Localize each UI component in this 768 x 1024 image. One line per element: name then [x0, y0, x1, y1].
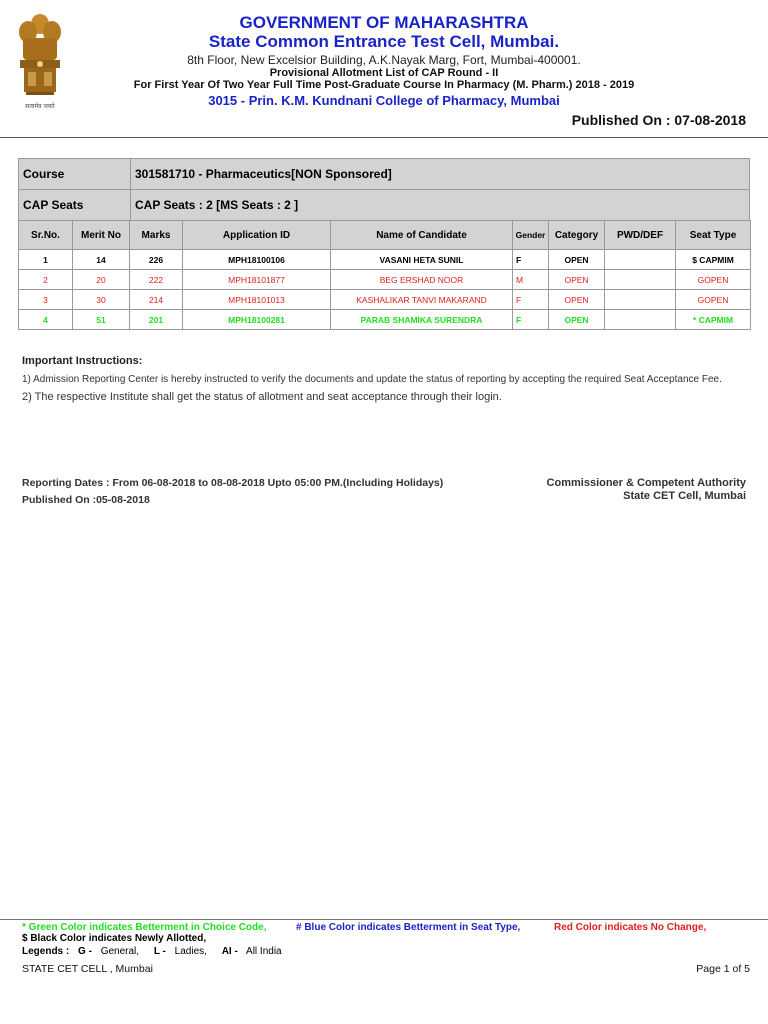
cell-seat-type: $ CAPMIM — [676, 250, 751, 270]
cell-candidate-name: VASANI HETA SUNIL — [331, 250, 513, 270]
course-line: For First Year Of Two Year Full Time Post-Graduate Course In Pharmacy (M. Pharm.) 2018 - 2019 — [133, 79, 635, 91]
cap-seats-value: CAP Seats : 2 [MS Seats : 2 ] — [131, 190, 750, 221]
legend-divider — [0, 919, 768, 920]
address: 8th Floor, New Excelsior Building, A.K.Nayak Marg, Fort, Mumbai-400001. — [187, 53, 581, 67]
legend-g-value: General, — [100, 946, 140, 957]
cell-sr-no: 4 — [19, 310, 73, 330]
legend-ai-key: AI - — [221, 946, 238, 957]
instructions-title: Important Instructions: — [22, 355, 143, 367]
cell-seat-type: GOPEN — [676, 290, 751, 310]
cell-pwd-def — [605, 290, 676, 310]
college-name: 3015 - Prin. K.M. Kundnani College of Pharmacy, Mumbai — [208, 93, 560, 108]
published-date: Published On : 07-08-2018 — [571, 112, 746, 128]
cell-application-id: MPH18100281 — [183, 310, 331, 330]
col-gender: Gender — [513, 221, 549, 250]
cell-sr-no: 2 — [19, 270, 73, 290]
cell-merit-no: 20 — [73, 270, 130, 290]
cell-pwd-def — [605, 310, 676, 330]
table-header-row — [19, 221, 751, 250]
course-value: 301581710 - Pharmaceutics[NON Sponsored] — [131, 159, 750, 190]
cell-seat-type: GOPEN — [676, 270, 751, 290]
emblem-motto: सत्यमेव जयते — [25, 103, 55, 110]
cell-candidate-name: BEG ERSHAD NOOR — [331, 270, 513, 290]
cell-gender: F — [513, 250, 549, 270]
cell-seat-type: * CAPMIM — [676, 310, 751, 330]
col-seat-type: Seat Type — [676, 221, 751, 250]
page-number: Page 1 of 5 — [696, 963, 750, 975]
legend-l-key: L - — [153, 946, 166, 957]
cell-sr-no: 3 — [19, 290, 73, 310]
legend-l-value: Ladies, — [174, 946, 207, 957]
cell-title: State Common Entrance Test Cell, Mumbai. — [208, 32, 560, 51]
cell-candidate-name: KASHALIKAR TANVI MAKARAND — [331, 290, 513, 310]
authority-office: State CET Cell, Mumbai — [623, 490, 746, 502]
instruction-item: 1) Admission Reporting Center is hereby instructed to verify the documents and update the status of reporting by accepting the required Seat Acceptance Fee. — [22, 374, 722, 385]
course-info-table — [18, 158, 750, 221]
col-merit-no: Merit No — [73, 221, 130, 250]
list-title: Provisional Allotment List of CAP Round - II — [269, 67, 499, 79]
cell-marks: 201 — [130, 310, 183, 330]
cell-application-id: MPH18100106 — [183, 250, 331, 270]
cap-seats-label: CAP Seats — [19, 190, 131, 221]
government-title: GOVERNMENT OF MAHARASHTRA — [239, 13, 529, 32]
cell-application-id: MPH18101013 — [183, 290, 331, 310]
table-row — [19, 310, 751, 330]
cell-merit-no: 30 — [73, 290, 130, 310]
legend-g-key: G - — [78, 946, 92, 957]
legend-blue: # Blue Color indicates Betterment in Seat Type, — [296, 922, 521, 933]
header-divider — [0, 137, 768, 138]
cell-application-id: MPH18101877 — [183, 270, 331, 290]
cell-category: OPEN — [549, 250, 605, 270]
table-row — [19, 270, 751, 290]
table-row — [19, 290, 751, 310]
col-application-id: Application ID — [183, 221, 331, 250]
legend-ai-value: All India — [246, 946, 282, 957]
cell-sr-no: 1 — [19, 250, 73, 270]
col-marks: Marks — [130, 221, 183, 250]
cell-merit-no: 14 — [73, 250, 130, 270]
cell-marks: 214 — [130, 290, 183, 310]
cell-merit-no: 51 — [73, 310, 130, 330]
cell-category: OPEN — [549, 310, 605, 330]
legend-black: $ Black Color indicates Newly Allotted, — [22, 933, 207, 944]
allotment-table — [18, 220, 751, 330]
col-category: Category — [549, 221, 605, 250]
cell-pwd-def — [605, 250, 676, 270]
legend-green: * Green Color indicates Betterment in Choice Code, — [22, 922, 267, 933]
authority-title: Commissioner & Competent Authority — [546, 477, 746, 489]
reporting-dates: Reporting Dates : From 06-08-2018 to 08-08-2018 Upto 05:00 PM.(Including Holidays) — [22, 477, 444, 489]
cell-category: OPEN — [549, 290, 605, 310]
reporting-published: Published On :05-08-2018 — [22, 494, 150, 506]
col-pwd-def: PWD/DEF — [605, 221, 676, 250]
cell-gender: M — [513, 270, 549, 290]
footer-office: STATE CET CELL , Mumbai — [22, 963, 153, 975]
cell-category: OPEN — [549, 270, 605, 290]
cell-marks: 222 — [130, 270, 183, 290]
legend-keys — [22, 946, 282, 957]
cell-candidate-name: PARAB SHAMIKA SURENDRA — [331, 310, 513, 330]
legends-label: Legends : — [22, 946, 70, 957]
cell-gender: F — [513, 310, 549, 330]
table-row — [19, 250, 751, 270]
cell-marks: 226 — [130, 250, 183, 270]
instruction-item: 2) The respective Institute shall get the status of allotment and seat acceptance through their login. — [22, 391, 502, 403]
course-label: Course — [19, 159, 131, 190]
legend-red: Red Color indicates No Change, — [554, 922, 707, 933]
cell-gender: F — [513, 290, 549, 310]
cell-pwd-def — [605, 270, 676, 290]
col-candidate-name: Name of Candidate — [331, 221, 513, 250]
col-sr-no: Sr.No. — [19, 221, 73, 250]
